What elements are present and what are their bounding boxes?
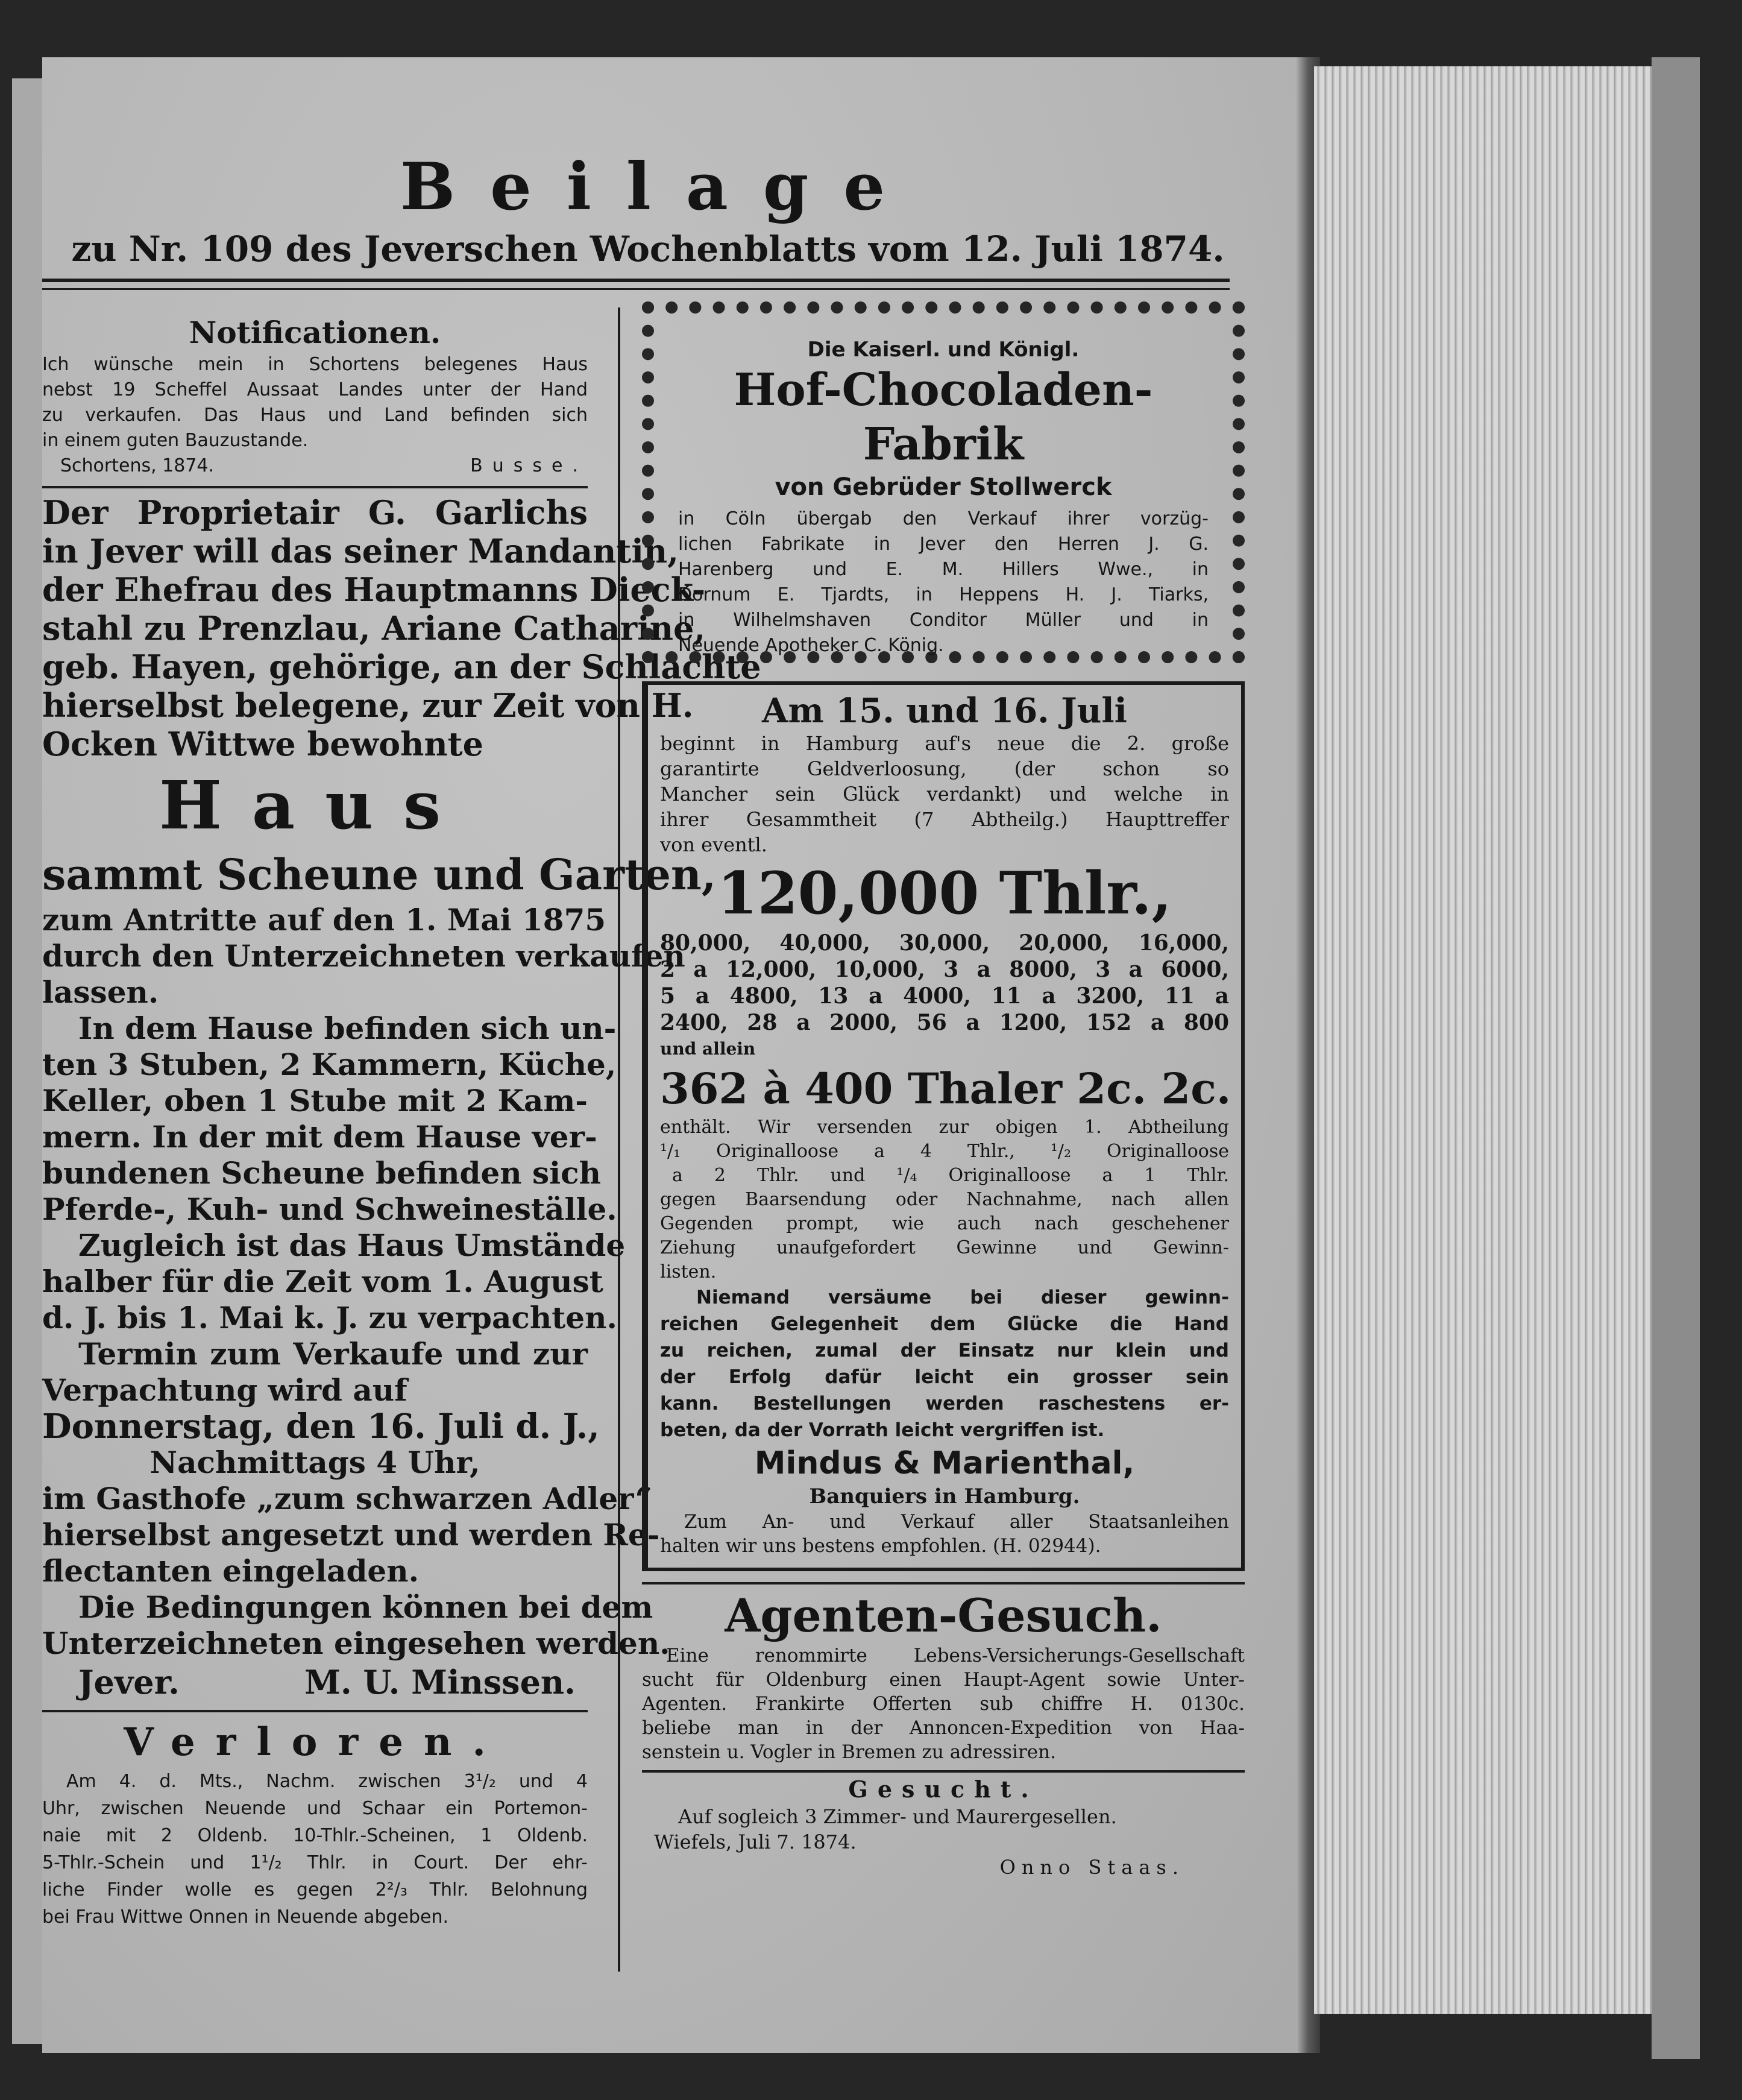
section-rule (642, 1770, 1245, 1773)
chocolate-line1: Die Kaiserl. und Königl. (807, 338, 1080, 362)
lottery-firm-sub: Banquiers in Hamburg. (809, 1484, 1080, 1509)
section-rule (42, 1710, 588, 1712)
sale-detail-line: Nachmittags 4 Uhr, (149, 1445, 480, 1480)
agent-line: Eine renommirte Lebens-Versicherungs-Gesellschaft (666, 1645, 1245, 1666)
section-rule (642, 1582, 1245, 1584)
sale-intro-line: Ocken Wittwe bewohnte (42, 725, 483, 763)
sale-detail-line: bundenen Scheune befinden sich (42, 1155, 601, 1191)
chocolate-text-line: lichen Fabrikate in Jever den Herren J. G. (678, 534, 1209, 555)
sale-signature: M. U. Minssen. (304, 1663, 576, 1701)
lottery-prize-line: 5 a 4800, 13 a 4000, 11 a 3200, 11 a (660, 983, 1229, 1009)
lottery-intro (660, 731, 1229, 857)
notification-signature: Busse. (470, 455, 588, 476)
chocolate-text-line: Dornum E. Tjardts, in Heppens H. J. Tiarks, (678, 584, 1209, 605)
lottery-prize-line: 2 a 12,000, 10,000, 3 a 8000, 3 a 6000, (660, 957, 1229, 982)
lost-line: liche Finder wolle es gegen 2²/₃ Thlr. Belohnung (42, 1879, 588, 1900)
agent-heading: Agenten-Gesuch. (725, 1589, 1162, 1642)
lost-text (42, 1768, 588, 1931)
lost-line: naie mit 2 Oldenb. 10-Thlr.-Scheinen, 1 Oldenb. (42, 1825, 588, 1846)
sale-intro-line: stahl zu Prenzlau, Ariane Catharine, (42, 609, 706, 648)
lottery-bold-line: Niemand versäume bei dieser gewinn- (696, 1287, 1229, 1308)
chocolate-text-line: Harenberg und E. M. Hillers Wwe., in (678, 559, 1209, 580)
notification-line: Ich wünsche mein in Schortens belegenes Haus (42, 354, 588, 375)
sale-detail-line: Verpachtung wird auf (42, 1372, 407, 1408)
lottery-intro-line: beginnt in Hamburg auf's neue die 2. große (660, 732, 1229, 755)
sale-detail-line: Die Bedingungen können bei dem (78, 1589, 653, 1625)
lottery-heading: Am 15. und 16. Juli (762, 691, 1127, 731)
lottery-prize-line: 80,000, 40,000, 30,000, 20,000, 16,000, (660, 930, 1229, 956)
sale-detail-line: Keller, oben 1 Stube mit 2 Kam- (42, 1083, 588, 1118)
lottery-bold-line: zu reichen, zumal der Einsatz nur klein und (660, 1340, 1229, 1361)
lost-line: Am 4. d. Mts., Nachm. zwischen 3¹/₂ und 4 (66, 1771, 588, 1792)
sale-intro-line: geb. Hayen, gehörige, an der Schlachte (42, 648, 761, 686)
lottery-firm: Mindus & Marienthal, (754, 1445, 1135, 1481)
sale-detail-line: durch den Unterzeichneten verkaufen (42, 938, 685, 974)
sale-detail-line: In dem Hause befinden sich un- (78, 1011, 617, 1046)
notifications-heading: Notificationen. (189, 315, 441, 350)
sale-detail-line: Donnerstag, den 16. Juli d. J., (42, 1407, 600, 1446)
agent-line: senstein u. Vogler in Bremen zu adressiren. (642, 1741, 1056, 1763)
lottery-prize-line: und allein (660, 1039, 756, 1059)
sale-detail-line: hierselbst angesetzt und werden Re- (42, 1517, 660, 1553)
wanted-heading: Gesucht. (848, 1776, 1039, 1803)
wanted-line: Wiefels, Juli 7. 1874. (654, 1830, 857, 1853)
lost-line: bei Frau Wittwe Onnen in Neuende abgeben. (42, 1906, 449, 1928)
sale-detail-line: Pferde-, Kuh- und Schweineställe. (42, 1191, 617, 1227)
sale-intro-line: in Jever will das seiner Mandantin, (42, 532, 679, 570)
agent-line: beliebe man in der Annoncen-Expedition von Haa- (642, 1717, 1245, 1739)
lottery-footer (660, 1510, 1229, 1558)
chocolate-text-line: in Cöln übergab den Verkauf ihrer vorzüg- (678, 508, 1209, 529)
lottery-order-text (660, 1115, 1229, 1284)
page-subtitle: zu Nr. 109 des Jeverschen Wochenblatts vom 12. Juli 1874. (71, 229, 1225, 270)
lottery-big-line: 362 à 400 Thaler 2c. 2c. (660, 1064, 1231, 1114)
agent-line: sucht für Oldenburg einen Haupt-Agent sowie Unter- (642, 1669, 1245, 1691)
sale-intro-line: der Ehefrau des Hauptmanns Dieck- (42, 570, 706, 609)
lottery-intro-line: von eventl. (660, 833, 767, 856)
chocolate-line2: von Gebrüder Stollwerck (775, 473, 1112, 501)
agent-text (642, 1644, 1245, 1764)
lottery-intro-line: ihrer Gesammtheit (7 Abtheilg.) Haupttreffer (660, 808, 1229, 831)
sale-detail-line: lassen. (42, 974, 159, 1010)
sale-detail-line: halber für die Zeit vom 1. August (42, 1264, 603, 1299)
sale-place: Jever. (78, 1663, 180, 1701)
right-column (642, 301, 1245, 1880)
lottery-jackpot: 120,000 Thlr., (717, 859, 1172, 927)
sale-detail-line: d. J. bis 1. Mai k. J. zu verpachten. (42, 1300, 617, 1335)
wanted-signature: Onno Staas. (999, 1856, 1184, 1879)
chocolate-text-line: Neuende Apotheker C. König. (678, 635, 944, 656)
section-rule (42, 486, 588, 488)
sale-detail-line: im Gasthofe „zum schwarzen Adler“ (42, 1481, 653, 1516)
chocolate-text (678, 506, 1209, 658)
sale-detail-line: Zugleich ist das Haus Umstände (78, 1228, 626, 1263)
notification-line: nebst 19 Scheffel Aussaat Landes unter der Hand (42, 379, 588, 400)
lottery-order-line: listen. (660, 1261, 717, 1282)
chocolate-title: Hof-Chocoladen-Fabrik (734, 364, 1153, 470)
lottery-prizes (660, 930, 1229, 1062)
lottery-intro-line: garantirte Geldverloosung, (der schon so (660, 757, 1229, 780)
lottery-ad (642, 681, 1245, 1571)
lost-line: 5-Thlr.-Schein und 1¹/₂ Thlr. in Court. Der ehr- (42, 1852, 588, 1873)
lost-line: Uhr, zwischen Neuende und Schaar ein Portemon- (42, 1798, 588, 1819)
sale-detail-line: ten 3 Stuben, 2 Kammern, Küche, (42, 1047, 617, 1082)
wanted-text (642, 1804, 1245, 1880)
lottery-order-line: a 2 Thlr. und ¹/₄ Originalloose a 1 Thlr. (672, 1165, 1229, 1186)
sale-intro-line: Der Proprietair G. Garlichs (42, 493, 588, 532)
lottery-order-line: gegen Baarsendung oder Nachnahme, nach allen (660, 1189, 1229, 1210)
notifications-text (42, 352, 588, 479)
wanted-line: Auf sogleich 3 Zimmer- und Maurergesellen. (678, 1805, 1117, 1828)
lost-heading: Verloren. (124, 1720, 506, 1765)
lottery-bold-line: der Erfolg dafür leicht ein grosser sein (660, 1366, 1229, 1388)
lottery-order-line: enthält. Wir versenden zur obigen 1. Abtheilung (660, 1117, 1229, 1138)
lottery-footer-line: Zum An- und Verkauf aller Staatsanleihen (684, 1511, 1229, 1533)
lottery-order-line: Ziehung unaufgefordert Gewinne und Gewinn- (660, 1237, 1229, 1258)
notification-line: in einem guten Bauzustande. (42, 430, 309, 451)
agent-line: Agenten. Frankirte Offerten sub chiffre H. 0130c. (642, 1693, 1245, 1715)
sale-detail-line: mern. In der mit dem Hause ver- (42, 1119, 597, 1155)
sale-intro-line: hierselbst belegene, zur Zeit von H. (42, 686, 694, 725)
sale-detail-line: Unterzeichneten eingesehen werden. (42, 1625, 670, 1661)
notification-line: zu verkaufen. Das Haus und Land befinden sich (42, 405, 588, 426)
header-rule (42, 279, 1230, 290)
sale-with-line: sammt Scheune und Garten, (42, 850, 717, 900)
lottery-order-line: ¹/₁ Originalloose a 4 Thlr., ¹/₂ Originalloose (660, 1141, 1229, 1162)
book-cover (1652, 57, 1700, 2059)
lottery-intro-line: Mancher sein Glück verdankt) und welche in (660, 783, 1229, 806)
chocolate-ad-ornamental-border (642, 301, 1245, 663)
masthead (42, 151, 1254, 290)
lottery-bold-line: kann. Bestellungen werden raschestens er- (660, 1393, 1229, 1414)
lottery-bold-line: reichen Gelegenheit dem Glücke die Hand (660, 1313, 1229, 1335)
sale-detail-line: Termin zum Verkaufe und zur (78, 1336, 588, 1372)
notification-place-date: Schortens, 1874. (60, 455, 215, 476)
lottery-order-line: Gegenden prompt, wie auch nach geschehener (660, 1213, 1229, 1234)
lottery-bold-text (660, 1284, 1229, 1443)
page-title: Beilage (400, 149, 920, 225)
sale-big-word: Haus (159, 766, 471, 844)
lottery-prize-line: 2400, 28 a 2000, 56 a 1200, 152 a 800 (660, 1010, 1229, 1035)
lottery-footer-line: halten wir uns bestens empfohlen. (H. 02944). (660, 1535, 1101, 1557)
previous-page-edge (12, 78, 42, 2044)
chocolate-text-line: in Wilhelmshaven Conditor Müller und in (678, 610, 1209, 631)
sale-detail-line: zum Antritte auf den 1. Mai 1875 (42, 902, 606, 938)
page-edges (1314, 66, 1652, 2014)
sale-detail-line: flectanten eingeladen. (42, 1553, 419, 1589)
lottery-bold-line: beten, da der Vorrath leicht vergriffen ist. (660, 1419, 1105, 1441)
